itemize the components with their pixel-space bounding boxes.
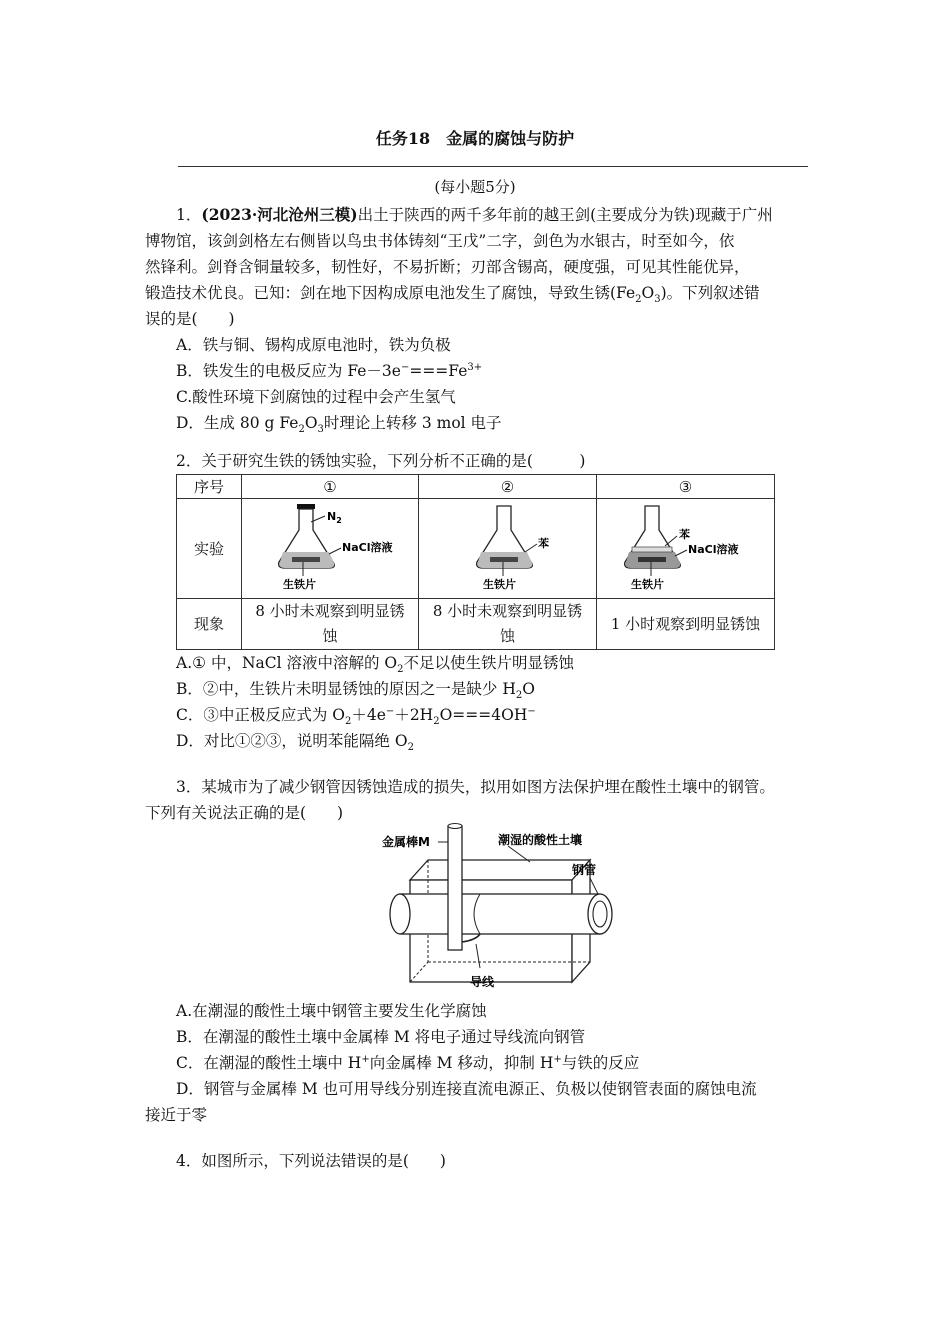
q1-stem-4b: O <box>641 284 655 302</box>
sup: 3+ <box>467 361 483 373</box>
q4-stem: 4．如图所示，下列说法错误的是( ) <box>176 1152 446 1170</box>
page-title: 任务18 金属的腐蚀与防护 <box>375 129 575 148</box>
q1-option-b-text: B．铁发生的电极反应为 Fe－3e <box>176 362 401 380</box>
q1-option-a: A．铁与铜、锡构成原电池时，铁为负极 <box>176 336 451 354</box>
table-row <box>177 499 775 599</box>
benzene-layer <box>632 547 672 552</box>
experiment-table <box>176 474 775 650</box>
table-row-label-phenomenon: 现象 <box>177 599 242 650</box>
q3-option-c-text: C．在潮湿的酸性土壤中 H <box>176 1054 362 1072</box>
q3-option-c-text2: 向金属棒 M 移动，抑制 H <box>369 1054 554 1072</box>
rod-label: 金属棒M <box>382 835 430 849</box>
q2-option-a <box>145 650 815 676</box>
n2-label: $N_2$ <box>327 509 342 525</box>
iron-label: 生铁片 <box>482 577 516 591</box>
flask-figure-1 <box>242 499 419 599</box>
sub: 3 <box>317 424 324 436</box>
table-header-1: ① <box>242 475 419 499</box>
q1-line-1 <box>145 202 815 228</box>
sub: 3 <box>654 294 661 306</box>
q2-stem: 2．关于研究生铁的锈蚀实验，下列分析不正确的是( ) <box>176 452 586 470</box>
q1-option-b-text2: ===Fe <box>409 362 468 380</box>
table-row-label-experiment: 实验 <box>177 499 242 599</box>
q1-option-d-text: D．生成 80 g Fe <box>176 414 299 432</box>
pipe-end-left <box>390 894 410 934</box>
iron-label: 生铁片 <box>283 577 316 591</box>
sub: 2 <box>345 716 352 728</box>
q3-stem-2: 下列有关说法正确的是( ) <box>145 804 344 822</box>
q3-option-b: B．在潮湿的酸性土壤中金属棒 M 将电子通过导线流向钢管 <box>176 1028 586 1046</box>
leader-line <box>590 878 598 894</box>
q3-stem-1: 3．某城市为了减少钢管因锈蚀造成的损失，拟用如图方法保护埋在酸性土壤中的钢管。 <box>176 778 775 796</box>
nacl-label: NaCl溶液 <box>342 540 393 554</box>
q1-stem-4 <box>145 280 815 306</box>
q1-source: (2023·河北沧州三模) <box>201 205 358 224</box>
soil-label: 潮湿的酸性土壤 <box>498 833 583 847</box>
q3-option-d-cont: 接近于零 <box>145 1106 208 1124</box>
q1-stem-3: 然锋利。剑脊含铜量较多，韧性好，不易折断；刃部含锡高，硬度强，可见其性能优异， <box>145 258 750 276</box>
table-header-2: ② <box>419 475 597 499</box>
q3-option-a: A.在潮湿的酸性土壤中钢管主要发生化学腐蚀 <box>176 1002 487 1020</box>
box-top <box>410 860 590 880</box>
q1-stem-4a: 锻造技术优良。已知：剑在地下因构成原电池发生了腐蚀，导致生锈(Fe <box>145 284 636 302</box>
steel-pipe <box>400 894 600 934</box>
sub: 2 <box>407 742 414 754</box>
q1-stem-1: 出土于陕西的两千多年前的越王剑(主要成分为铁)现藏于广州 <box>357 206 773 224</box>
table-row <box>177 599 775 650</box>
q1-option-d-text2: O <box>304 414 318 432</box>
q1-number: 1． <box>176 206 202 224</box>
iron-piece-icon <box>292 557 320 562</box>
leader-line <box>329 548 341 554</box>
question-1 <box>145 202 815 436</box>
sub: 2 <box>635 294 642 306</box>
q3-option-d: D．钢管与金属棒 M 也可用导线分别连接直流电源正、负极以使钢管表面的腐蚀电流 <box>176 1080 757 1098</box>
sub: 2 <box>397 664 404 676</box>
iron-piece-icon <box>490 557 518 562</box>
question-4 <box>145 1148 815 1174</box>
rod-top <box>448 824 462 829</box>
leader-line <box>665 536 677 546</box>
flask-2-svg <box>423 500 593 594</box>
title-rule <box>178 166 808 167</box>
q1-stem-2: 博物馆，该剑剑格左右侧皆以鸟虫书体铸刻“王戊”二字，剑色为水银古，时至如今，依 <box>145 232 735 250</box>
question-3-options <box>145 998 815 1128</box>
q2-option-c-text3: ＋2H <box>394 706 434 724</box>
q3-option-c <box>145 1050 815 1076</box>
q1-stem-5: 误的是( ) <box>145 310 235 328</box>
table-header-3: ③ <box>597 475 775 499</box>
sub: 2 <box>298 424 305 436</box>
flask-figure-2 <box>419 499 597 599</box>
iron-piece-icon <box>638 557 666 562</box>
q3-option-c-text3: 与铁的反应 <box>561 1054 640 1072</box>
sub: 2 <box>433 716 440 728</box>
q2-option-b <box>145 676 815 702</box>
q1-option-b <box>145 358 815 384</box>
q2-option-c-text2: ＋4e <box>351 706 386 724</box>
question-3 <box>145 774 815 826</box>
sup: + <box>553 1053 562 1065</box>
question-2-options <box>145 650 815 754</box>
q2-option-c <box>145 702 815 728</box>
pipe-bore <box>593 901 607 927</box>
nacl-label: NaCl溶液 <box>687 542 738 556</box>
flask-1-svg <box>245 500 415 594</box>
q2-option-d-text: D．对比①②③，说明苯能隔绝 O <box>176 732 408 750</box>
q1-option-c: C.酸性环境下剑腐蚀的过程中会产生氢气 <box>176 388 456 406</box>
table-row <box>177 475 775 499</box>
q1-option-d-text3: 时理论上转移 3 mol 电子 <box>323 414 502 432</box>
leader-line <box>525 544 537 552</box>
wire-label: 导线 <box>470 975 495 989</box>
sup: − <box>385 705 395 717</box>
q2-option-b-text2: O <box>522 680 535 698</box>
pipe-protection-figure <box>380 822 620 992</box>
metal-rod-m <box>448 826 462 950</box>
sup: − <box>527 705 536 717</box>
q2-option-b-text: B．②中，生铁片未明显锈蚀的原因之一是缺少 H <box>176 680 516 698</box>
q2-option-d <box>145 728 815 754</box>
table-cell-result-3: 1 小时观察到明显锈蚀 <box>597 599 775 650</box>
sup: + <box>361 1053 370 1065</box>
table-cell-result-1: 8 小时未观察到明显锈蚀 <box>242 599 419 650</box>
flask-3-svg <box>601 500 771 594</box>
q1-stem-4c: )。下列叙述错 <box>660 284 760 302</box>
sup: − <box>400 361 410 373</box>
score-note: (每小题5分) <box>434 178 516 196</box>
q2-option-c-text: C．③中正极反应式为 O <box>176 706 345 724</box>
leader-line <box>675 550 687 556</box>
q2-option-a-text2: 不足以使生铁片明显锈蚀 <box>403 654 575 672</box>
flask-figure-3 <box>597 499 775 599</box>
sub: 2 <box>515 690 523 702</box>
benzene-label: 苯 <box>537 536 549 550</box>
question-2 <box>145 448 815 474</box>
table-header-index: 序号 <box>177 475 242 499</box>
stopper-icon <box>297 504 315 509</box>
benzene-label: 苯 <box>678 527 690 541</box>
q2-option-c-text4: O===4OH <box>439 706 528 724</box>
table-cell-result-2: 8 小时未观察到明显锈蚀 <box>419 599 597 650</box>
q1-option-d <box>145 410 815 436</box>
pipe-label: 钢管 <box>572 863 597 877</box>
q2-option-a-text: A.① 中，NaCl 溶液中溶解的 O <box>176 654 398 672</box>
iron-label: 生铁片 <box>630 577 664 591</box>
